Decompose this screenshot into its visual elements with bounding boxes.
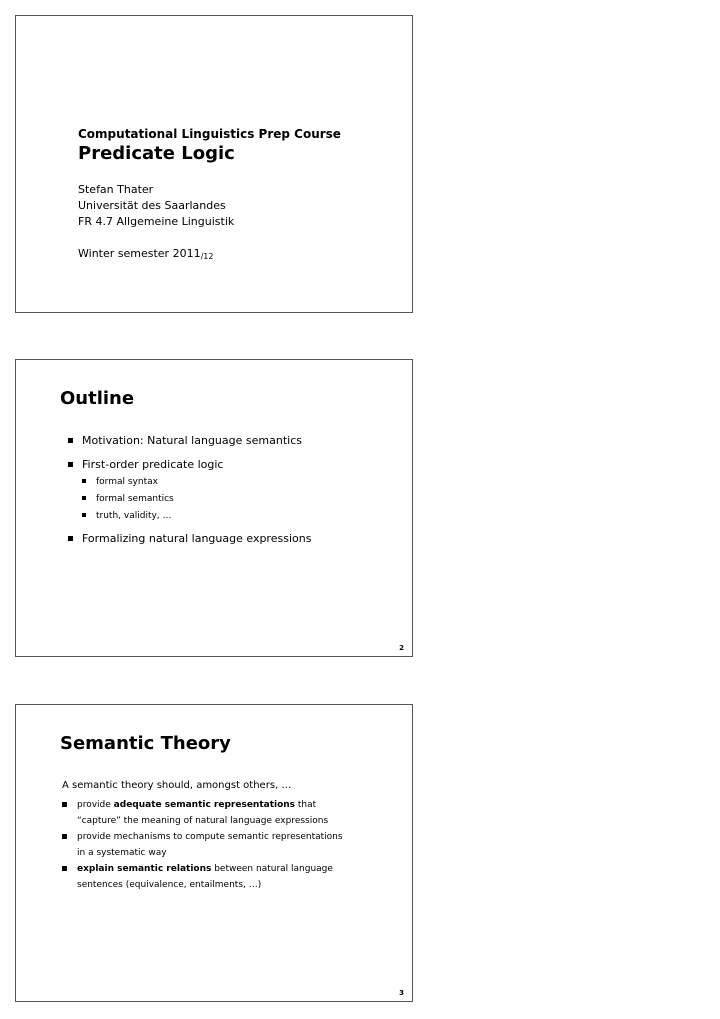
title-block [78,126,341,265]
list-item [68,434,398,448]
list-item [62,797,382,829]
sub-list-item: formal semantics [82,493,398,505]
list-item-label: Formalizing natural language expressions [82,532,312,545]
author-name: Stefan Thater [78,183,154,196]
text-bold: adequate semantic representations [113,800,296,810]
text-line2: sentences (equivalence, entailments, …) [77,880,262,890]
sub-list-item: formal syntax [82,476,398,488]
list-item [62,829,382,861]
semester-main: Winter semester 2011 [78,247,201,260]
theory-list [62,797,382,893]
course-name: Computational Linguistics Prep Course [78,127,341,141]
intro-text: A semantic theory should, amongst others, … [62,780,292,791]
text-line2: “capture” the meaning of natural language expressions [77,816,329,826]
slide-outline [15,359,413,657]
text-bold: explain semantic relations [77,864,212,874]
list-item [68,532,398,546]
author-block [78,182,341,230]
slide-title [15,15,413,313]
sub-list [82,476,398,522]
outline-list [68,434,398,556]
page-number: 3 [399,989,404,997]
sub-list-item: truth, validity, … [82,510,398,522]
slide-heading: Semantic Theory [60,733,231,754]
text-line2: in a systematic way [77,848,167,858]
semester [78,246,341,265]
text-pre: provide mechanisms to compute semantic representations [77,832,343,842]
page-number: 2 [399,644,404,652]
list-item [68,458,398,522]
list-item-label: Motivation: Natural language semantics [82,434,302,447]
slide-semantic-theory [15,704,413,1002]
university-name: Universität des Saarlandes [78,199,226,212]
list-item-label: First-order predicate logic [82,458,224,471]
list-item [62,861,382,893]
text-post: between natural language [211,864,333,874]
presentation-title: Predicate Logic [78,143,235,164]
department-name: FR 4.7 Allgemeine Linguistik [78,215,235,228]
semester-sub: /12 [200,252,214,261]
text-pre: provide [77,800,114,810]
slide-heading: Outline [60,388,135,409]
text-post: that [295,800,317,810]
